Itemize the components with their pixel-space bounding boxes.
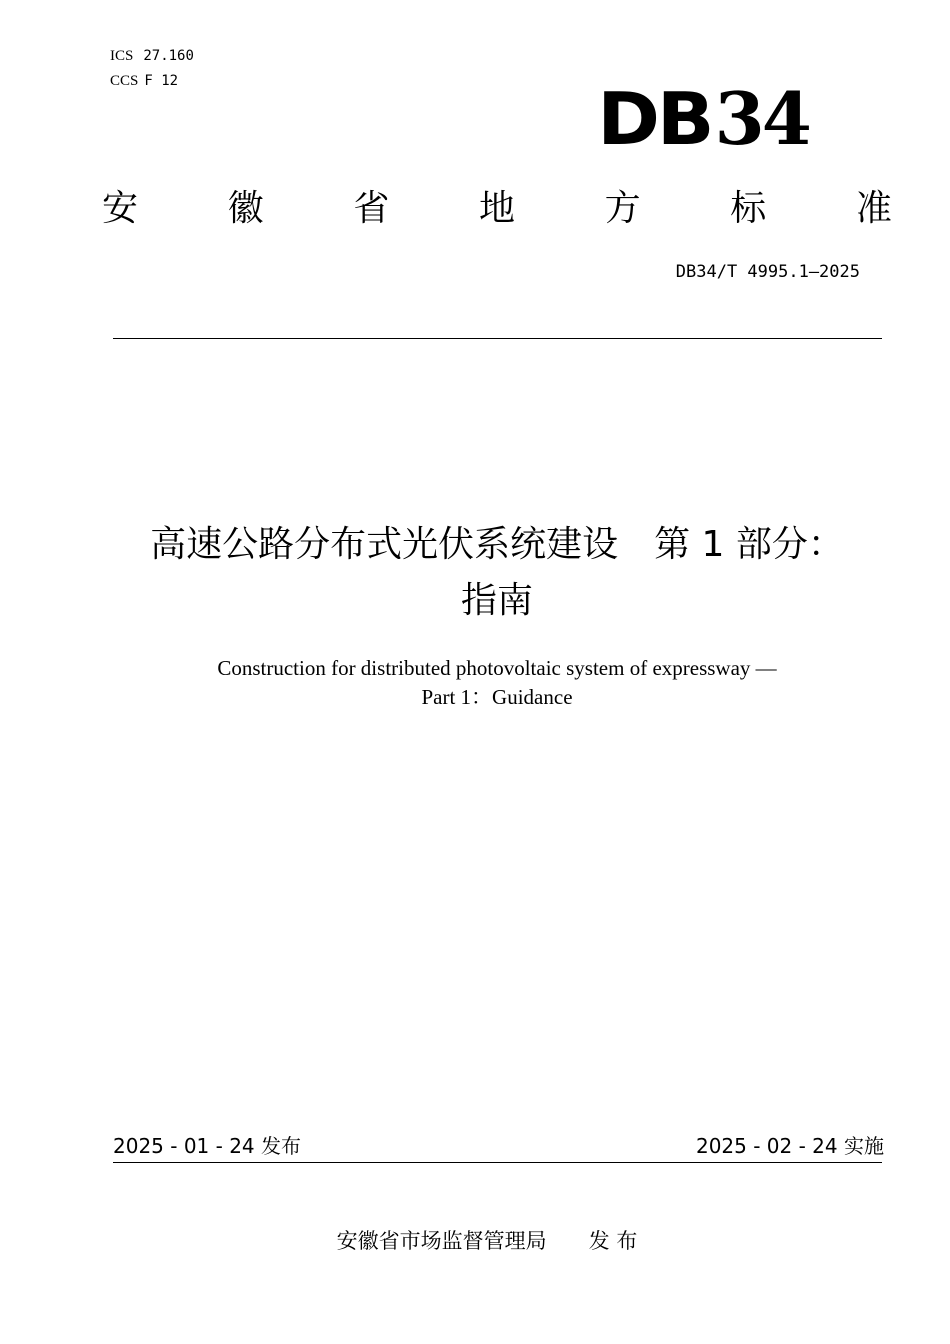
standard-number: DB34/T 4995.1—2025 [675,262,860,282]
title-en-line1: Construction for distributed photovoltaic system of expressway — [217,656,777,680]
ccs-label: CCS [110,73,139,89]
title-en-line2: Part 1：Guidance [421,685,573,709]
title-cn-line1: 高速公路分布式光伏系统建设 第 1 部分： [150,524,844,565]
title-cn-line2: 指南 [460,580,533,621]
standard-type-char: 标 [730,188,767,229]
standard-type-char: 准 [855,188,892,229]
ccs-code [110,72,178,90]
standard-type-char: 安 [102,188,139,229]
standard-type-char: 地 [478,188,515,229]
document-title-cn [60,517,934,629]
issuing-authority: 安徽省市场监督管理局 发 布 [336,1229,638,1253]
top-divider [113,338,882,339]
logo-letters: DB [597,77,712,161]
issue-date: 2025 - 01 - 24 发布 [113,1134,302,1158]
ics-label: ICS [110,48,134,64]
logo-number: 34 [714,76,809,161]
implementation-date: 2025 - 02 - 24 实施 [695,1134,884,1158]
standard-type-char: 方 [604,188,641,229]
document-title-en [100,654,894,712]
ics-code [110,47,194,65]
standard-type-char: 省 [353,188,390,229]
db34-logo [597,76,812,161]
ics-value: 27.160 [143,48,194,64]
ccs-value: F 12 [144,73,179,89]
standard-type-char: 徽 [227,188,264,229]
standard-type-heading [102,184,892,234]
bottom-divider [113,1162,882,1163]
